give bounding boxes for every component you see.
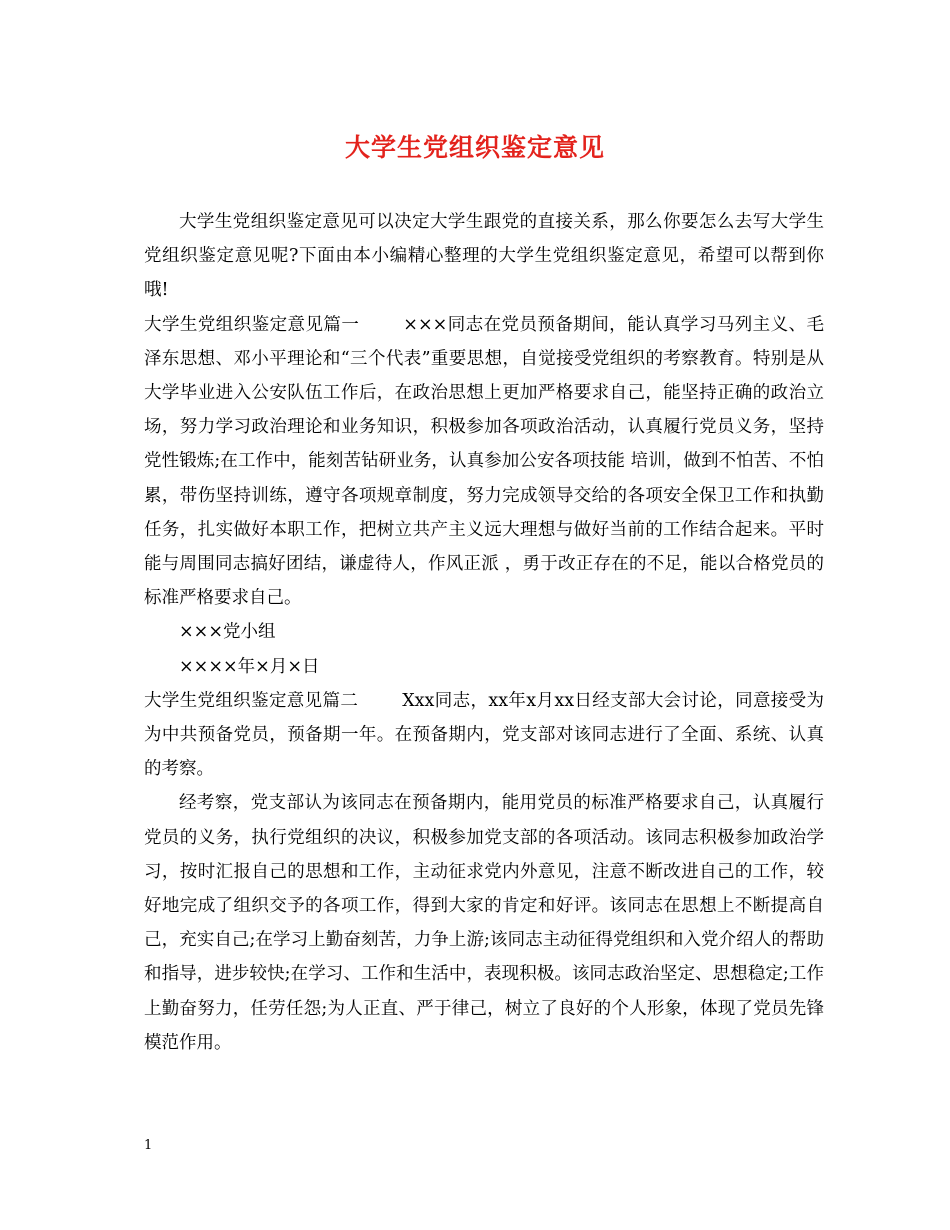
document-title: 大学生党组织鉴定意见: [344, 133, 605, 162]
intro-paragraph: 大学生党组织鉴定意见可以决定大学生跟党的直接关系，那么你要怎么去写大学生党组织鉴定意见呢?下面由本小编精心整理的大学生党组织鉴定意见，希望可以帮到你哦!: [144, 212, 824, 301]
page-number: 1: [144, 1138, 153, 1153]
section2-paragraph: [144, 684, 824, 787]
section2-heading: 大学生党组织鉴定意见篇二: [144, 690, 359, 711]
section1-text: ×××同志在党员预备期间，能认真学习马列主义、毛泽东思想、邓小平理论和“三个代表”重要思想，自觉接受党组织的考察教育。特别是从大学毕业进入公安队伍工作后，在政治思想上更加严格要求自己，能坚持正确的政治立场，努力学习政治理论和业务知识，积极参加各项政治活动，认真履行党员义务，坚持党性锻炼;在工作中，能刻苦钻研业务，认真参加公安各项技能 培训，做到不怕苦、不怕累，带伤坚持训练，遵守各项规章制度，努力完成领导交给的各项安全保卫工作和执勤任务，扎实做好本职工作，把树立共产主义远大理想与做好当前的工作结合起来。平时能与周围同志搞好团结，谦虚待人，作风正派 ，勇于改正存在的不足，能以合格党员的标准严格要求自己。: [144, 314, 824, 609]
section1-date: ××××年×月×日: [179, 656, 320, 677]
section1-heading: 大学生党组织鉴定意见篇一: [144, 314, 360, 335]
section2-paragraph-2: 经考察，党支部认为该同志在预备期内，能用党员的标准严格要求自己，认真履行党员的义务，执行党组织的决议，积极参加党支部的各项活动。该同志积极参加政治学习，按时汇报自己的思想和工作，主动征求党内外意见，注意不断改进自己的工作，较好地完成了组织交予的各项工作，得到大家的肯定和好评。该同志在思想上不断提高自己，充实自己;在学习上勤奋刻苦，力争上游;该同志主动征得党组织和入党介绍人的帮助和指导，进步较快;在学习、工作和生活中，表现积极。该同志政治坚定、思想稳定;工作上勤奋努力，任劳任怨;为人正直、严于律己，树立了良好的个人形象，体现了党员先锋模范作用。: [144, 793, 824, 1053]
section1-signature: ×××党小组: [179, 622, 276, 643]
section1-paragraph: [144, 308, 824, 616]
document-body: [144, 205, 824, 1060]
section2-text: Xxx同志，xx年x月xx日经支部大会讨论，同意接受为为中共预备党员，预备期一年。在预备期内，党支部对该同志进行了全面、系统、认真的考察。: [144, 690, 824, 780]
